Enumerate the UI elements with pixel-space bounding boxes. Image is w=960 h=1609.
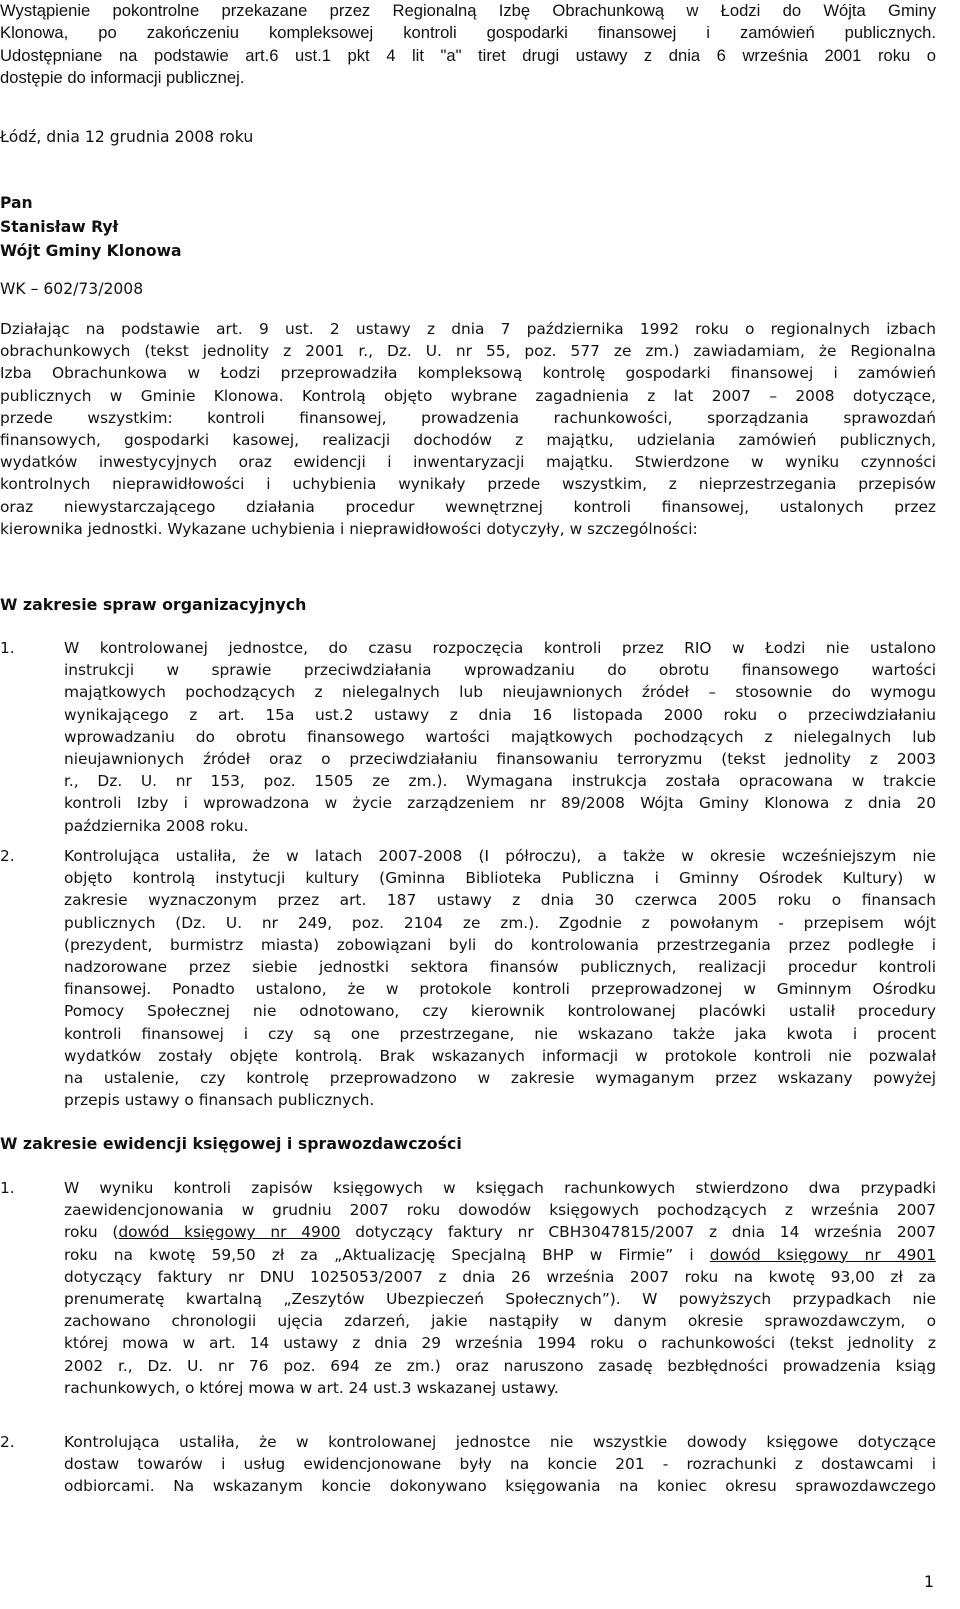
body-line: oraz niewystarczającego działania procedur wewnętrznej kontroli finansowej, ustalonych przez: [0, 497, 936, 516]
item-line: W wyniku kontroli zapisów księgowych w księgach rachunkowych stwierdzono dwa przypadki: [64, 1179, 936, 1197]
item-line: Pomocy Społecznej nie odnotowano, czy kierownik kontrolowanej placówki ustalił procedury: [64, 1002, 936, 1021]
item-line: nieujawnionych źródeł oraz o przeciwdziałaniu finansowaniu terroryzmu (tekst jednolity z 2003: [64, 750, 936, 769]
addressee-name: Stanisław Rył: [0, 218, 119, 236]
item-line: której mowa w art. 14 ustawy z dnia 29 września 1994 roku o rachunkowości (tekst jednolity z: [64, 1334, 936, 1353]
body-line: przede wszystkim: kontroli finansowej, prowadzenia rachunkowości, sporządzania sprawozdań: [0, 408, 936, 427]
item-line: kontroli finansowej i czy są one przestrzegane, nie wskazano także jaka kwota i procent: [64, 1024, 936, 1043]
addressee-title: Pan: [0, 194, 33, 212]
intro-line: dostępie do informacji publicznej.: [0, 68, 245, 88]
item-line: publicznych (Dz. U. nr 249, poz. 2104 ze zm.). Zgodnie z powołanym - przepisem wójt: [64, 913, 936, 932]
list-item-text: [64, 845, 936, 1111]
intro-line: Udostępniane na podstawie art.6 ust.1 pkt 4 lit "a" tiret drugi ustawy z dnia 6 września 2001 roku o: [0, 45, 936, 65]
item-line: 2002 r., Dz. U. nr 76 poz. 694 ze zm.) oraz naruszono zasadę bezbłędności prowadzenia ksiąg: [64, 1356, 936, 1375]
item-line: zaewidencjonowania w grudniu 2007 roku dowodów księgowych pochodzących z września 2007: [64, 1201, 936, 1220]
section-heading-organizational: W zakresie spraw organizacyjnych: [0, 595, 307, 614]
document-reference-4900: dowód księgowy nr 4900: [118, 1223, 341, 1242]
list-item-number: 2.: [0, 847, 15, 865]
item-line: przepis ustawy o finansach publicznych.: [64, 1091, 375, 1110]
document-reference-4901: dowód księgowy nr 4901: [709, 1245, 936, 1264]
item-line: października 2008 roku.: [64, 816, 249, 835]
body-line: kontrolnych nieprawidłowości i uchybienia wynikały przede wszystkim, z nieprzestrzegania przepisów: [0, 475, 936, 494]
item-line: (prezydent, burmistrz miasta) zobowiązani byli do kontrolowania przestrzegania przez podległe i: [64, 935, 936, 954]
item-line: r., Dz. U. nr 153, poz. 1505 ze zm.). Wymagana instrukcja została opracowana w trakcie: [64, 772, 936, 791]
item-line: rachunkowych, o której mowa w art. 24 ust.3 wskazanej ustawy.: [64, 1378, 559, 1397]
intro-line: Klonowa, po zakończeniu kompleksowej kontroli gospodarki finansowej i zamówień publicznych.: [0, 23, 936, 43]
item-line: wydatków zostały objęte kontrolą. Brak wskazanych informacji w protokole kontroli nie pozwalał: [64, 1046, 936, 1065]
item-line: [64, 1244, 936, 1266]
item-line: Kontrolująca ustaliła, że w latach 2007-2008 (I półroczu), a także w okresie wcześniejszym nie: [64, 847, 936, 865]
list-item-text: [64, 1431, 936, 1498]
body-line: Działając na podstawie art. 9 ust. 2 ustawy z dnia 7 października 1992 roku o regionalnych izbach: [0, 320, 936, 338]
item-line: Kontrolująca ustaliła, że w kontrolowanej jednostce nie wszystkie dowody księgowe dotyczące: [64, 1433, 936, 1451]
item-line: wynikającego z art. 15a ust.2 ustawy z dnia 16 listopada 2000 roku o przeciwdziałaniu: [64, 705, 936, 724]
item-line-fragment: dotyczący faktury nr CBH3047815/2007 z dnia 14 września 2007: [340, 1223, 937, 1242]
list-item-number: 2.: [0, 1433, 15, 1451]
item-line: na ustalenie, czy kontrolę przeprowadzono w zakresie wymaganym przez wskazany powyżej: [64, 1069, 936, 1088]
item-line: odbiorcami. Na wskazanym koncie dokonywano księgowania na koniec okresu sprawozdawczego: [64, 1477, 936, 1496]
item-line: wprowadzaniu do obrotu finansowego wartości majątkowych pochodzących z nielegalnych lub: [64, 727, 936, 746]
list-item-text: [64, 1177, 936, 1399]
addressee-position: Wójt Gminy Klonowa: [0, 242, 182, 260]
body-line: finansowych, gospodarki kasowej, realizacji dochodów z majątku, udzielania zamówień publicznych,: [0, 431, 936, 450]
body-line: obrachunkowych (tekst jednolity z 2001 r., Dz. U. nr 55, poz. 577 ze zm.) zawiadamiam, że Regionalna: [0, 342, 936, 361]
item-line: prenumeratę kwartalną „Zeszytów Ubezpieczeń Społecznych”). W powyższych przypadkach nie: [64, 1290, 936, 1309]
body-line: kierownika jednostki. Wykazane uchybienia i nieprawidłowości dotyczyły, w szczególności:: [0, 519, 698, 538]
reference-number: WK – 602/73/2008: [0, 280, 144, 298]
addressee-block: [0, 191, 182, 263]
list-item-number: 1.: [0, 639, 15, 657]
body-line: publicznych w Gminie Klonowa. Kontrolą objęto wybrane zagadnienia z lat 2007 – 2008 dotyczące,: [0, 386, 936, 405]
item-line: zachowano chronologii ujęcia zdarzeń, jakie nastąpiły w danym okresie sprawozdawczym, o: [64, 1312, 936, 1331]
list-item-number: 1.: [0, 1179, 15, 1197]
item-line: dotyczący faktury nr DNU 1025053/2007 z dnia 26 września 2007 roku na kwotę 93,00 zł za: [64, 1267, 936, 1286]
intro-note: [0, 0, 936, 90]
item-line: majątkowych pochodzących z nielegalnych lub nieujawnionych źródeł – stosownie do wymogu: [64, 683, 936, 702]
item-line: finansowej. Ponadto ustalono, że w protokole kontroli przeprowadzonej w Gminnym Ośrodku: [64, 980, 936, 999]
list-item-text: [64, 637, 936, 837]
item-line-fragment: roku (: [64, 1223, 119, 1242]
item-line: nadzorowane przez siebie jednostki sektora finansów publicznych, realizacji procedur kontroli: [64, 958, 936, 977]
item-line: zakresie wyznaczonym przez art. 187 ustawy z dnia 30 czerwca 2005 roku o finansach: [64, 891, 936, 910]
section-heading-accounting: W zakresie ewidencji księgowej i sprawozdawczości: [0, 1134, 462, 1153]
item-line: W kontrolowanej jednostce, do czasu rozpoczęcia kontroli przez RIO w Łodzi nie ustalono: [64, 639, 936, 657]
body-line: wydatków inwestycyjnych oraz ewidencji i inwentaryzacji majątku. Stwierdzone w wyniku czynności: [0, 453, 936, 472]
item-line: objęto kontrolą instytucji kultury (Gminna Biblioteka Publiczna i Gminny Ośrodek Kultury) w: [64, 869, 936, 888]
item-line: dostaw towarów i usług ewidencjonowane były na koncie 201 - rozrachunki z dostawcami i: [64, 1455, 936, 1474]
item-line-fragment: roku na kwotę 59,50 zł za „Aktualizację Specjalną BHP w Firmie” i: [64, 1245, 710, 1264]
body-line: Izba Obrachunkowa w Łodzi przeprowadziła kompleksową kontrolę gospodarki finansowej i zamówień: [0, 364, 936, 383]
item-line: [64, 1221, 936, 1243]
place-date: Łódź, dnia 12 grudnia 2008 roku: [0, 128, 254, 146]
page-number: 1: [923, 1572, 934, 1591]
intro-line: Wystąpienie pokontrolne przekazane przez Regionalną Izbę Obrachunkową w Łodzi do Wójta Gminy: [0, 1, 936, 20]
body-paragraph: [0, 318, 936, 540]
item-line: kontroli Izby i wprowadzona w życie zarządzeniem nr 89/2008 Wójta Gminy Klonowa z dnia 20: [64, 794, 936, 813]
item-line: instrukcji w sprawie przeciwdziałania wprowadzaniu do obrotu finansowego wartości: [64, 661, 936, 680]
